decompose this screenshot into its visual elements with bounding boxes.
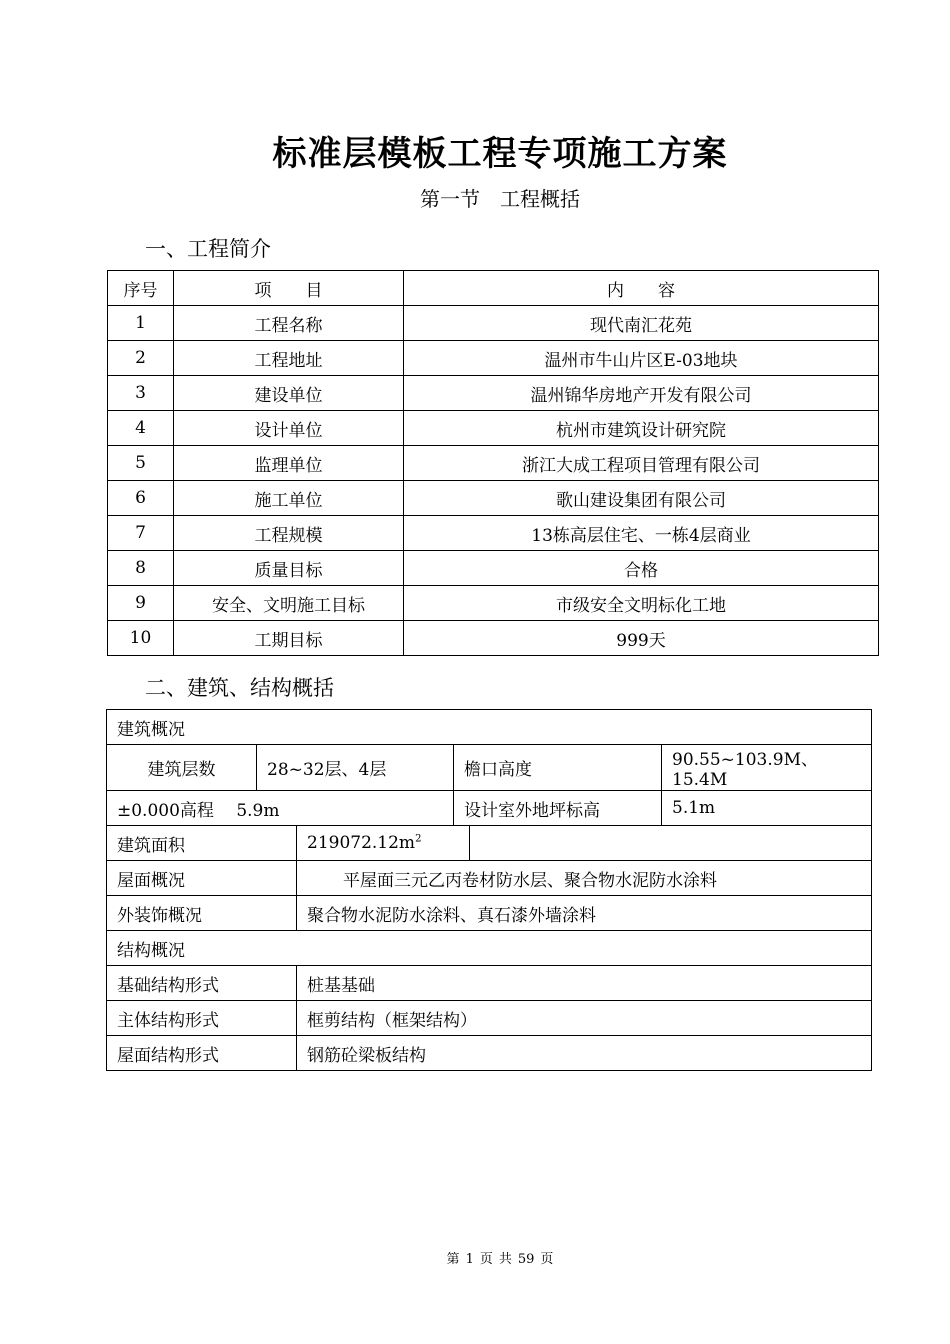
page-number: 1: [465, 1252, 474, 1267]
table-row: [107, 710, 872, 745]
table-row: [107, 966, 872, 1001]
table-row: [107, 1036, 872, 1071]
footer-word: 页: [540, 1252, 554, 1267]
footer-word: 页: [479, 1252, 493, 1267]
row-content: 现代南汇花苑: [404, 306, 879, 341]
row-item: 工期目标: [174, 621, 404, 656]
row-number: 3: [108, 376, 174, 411]
building-structure-table: [106, 709, 872, 1071]
row-content: 999天: [404, 621, 879, 656]
row-number: 6: [108, 481, 174, 516]
table-row: [107, 745, 872, 791]
table-row: [108, 341, 879, 376]
row-item: 监理单位: [174, 446, 404, 481]
header-cell: 项 目: [174, 271, 404, 306]
row-item: 工程地址: [174, 341, 404, 376]
area-number: 219072.12m: [307, 833, 416, 853]
row-content: 13栋高层住宅、一栋4层商业: [404, 516, 879, 551]
section-subtitle: 第一节 工程概括: [420, 187, 580, 211]
row-item: 建设单位: [174, 376, 404, 411]
table-row: [108, 516, 879, 551]
row-item: 质量目标: [174, 551, 404, 586]
building-overview-heading: 建筑概况: [107, 710, 872, 745]
main-structure-label: 主体结构形式: [107, 1001, 297, 1036]
building-area-value: [297, 826, 470, 861]
table-row: [108, 376, 879, 411]
floors-label: 建筑层数: [107, 745, 257, 791]
roof-overview-value: 平屋面三元乙丙卷材防水层、聚合物水泥防水涂料: [297, 861, 872, 896]
table-row: [108, 446, 879, 481]
row-item: 工程规模: [174, 516, 404, 551]
row-number: 8: [108, 551, 174, 586]
table-row: [107, 931, 872, 966]
table-row: [107, 791, 872, 826]
roof-structure-value: 钢筋砼梁板结构: [297, 1036, 872, 1071]
row-content: 合格: [404, 551, 879, 586]
project-info-table: [107, 270, 879, 656]
page-footer: [0, 1248, 950, 1267]
footer-word: 共: [498, 1252, 512, 1267]
table-row: [107, 1001, 872, 1036]
row-number: 1: [108, 306, 174, 341]
elevation-label: ±0.000高程 5.9m: [107, 791, 454, 826]
row-number: 7: [108, 516, 174, 551]
building-area-label: 建筑面积: [107, 826, 297, 861]
empty-cell: [470, 826, 872, 861]
table-row: [107, 826, 872, 861]
table-row: [107, 896, 872, 931]
row-item: 设计单位: [174, 411, 404, 446]
row-number: 4: [108, 411, 174, 446]
header-cell: 内 容: [404, 271, 879, 306]
roof-structure-label: 屋面结构形式: [107, 1036, 297, 1071]
foundation-structure-value: 桩基基础: [297, 966, 872, 1001]
row-item: 工程名称: [174, 306, 404, 341]
page-total: 59: [517, 1252, 535, 1267]
table-row: [108, 551, 879, 586]
footer-word: 第: [446, 1252, 460, 1267]
row-item: 安全、文明施工目标: [174, 586, 404, 621]
row-content: 杭州市建筑设计研究院: [404, 411, 879, 446]
floors-value: 28~32层、4层: [257, 745, 454, 791]
table-row: [108, 621, 879, 656]
eave-height-value: 90.55~103.9M、15.4M: [662, 745, 872, 791]
outdoor-elevation-value: 5.1m: [662, 791, 872, 826]
area-unit-superscript: 2: [415, 833, 422, 845]
table-header-row: [108, 271, 879, 306]
roof-overview-label: 屋面概况: [107, 861, 297, 896]
row-number: 10: [108, 621, 174, 656]
row-content: 温州市牛山片区E-03地块: [404, 341, 879, 376]
eave-height-label: 檐口高度: [454, 745, 662, 791]
table-row: [107, 861, 872, 896]
table-row: [108, 306, 879, 341]
main-structure-value: 框剪结构（框架结构）: [297, 1001, 872, 1036]
row-number: 9: [108, 586, 174, 621]
row-content: 歌山建设集团有限公司: [404, 481, 879, 516]
section-heading-project-intro: 一、工程简介: [145, 237, 271, 261]
facade-overview-value: 聚合物水泥防水涂料、真石漆外墙涂料: [297, 896, 872, 931]
table-row: [108, 481, 879, 516]
structure-overview-heading: 结构概况: [107, 931, 872, 966]
section-heading-building-structure: 二、建筑、结构概括: [145, 676, 334, 700]
row-content: 温州锦华房地产开发有限公司: [404, 376, 879, 411]
row-number: 5: [108, 446, 174, 481]
facade-overview-label: 外装饰概况: [107, 896, 297, 931]
document-title: 标准层模板工程专项施工方案: [272, 134, 728, 174]
foundation-structure-label: 基础结构形式: [107, 966, 297, 1001]
row-content: 浙江大成工程项目管理有限公司: [404, 446, 879, 481]
table-row: [108, 411, 879, 446]
header-cell: 序号: [108, 271, 174, 306]
row-number: 2: [108, 341, 174, 376]
row-item: 施工单位: [174, 481, 404, 516]
table-row: [108, 586, 879, 621]
outdoor-elevation-label: 设计室外地坪标高: [454, 791, 662, 826]
row-content: 市级安全文明标化工地: [404, 586, 879, 621]
